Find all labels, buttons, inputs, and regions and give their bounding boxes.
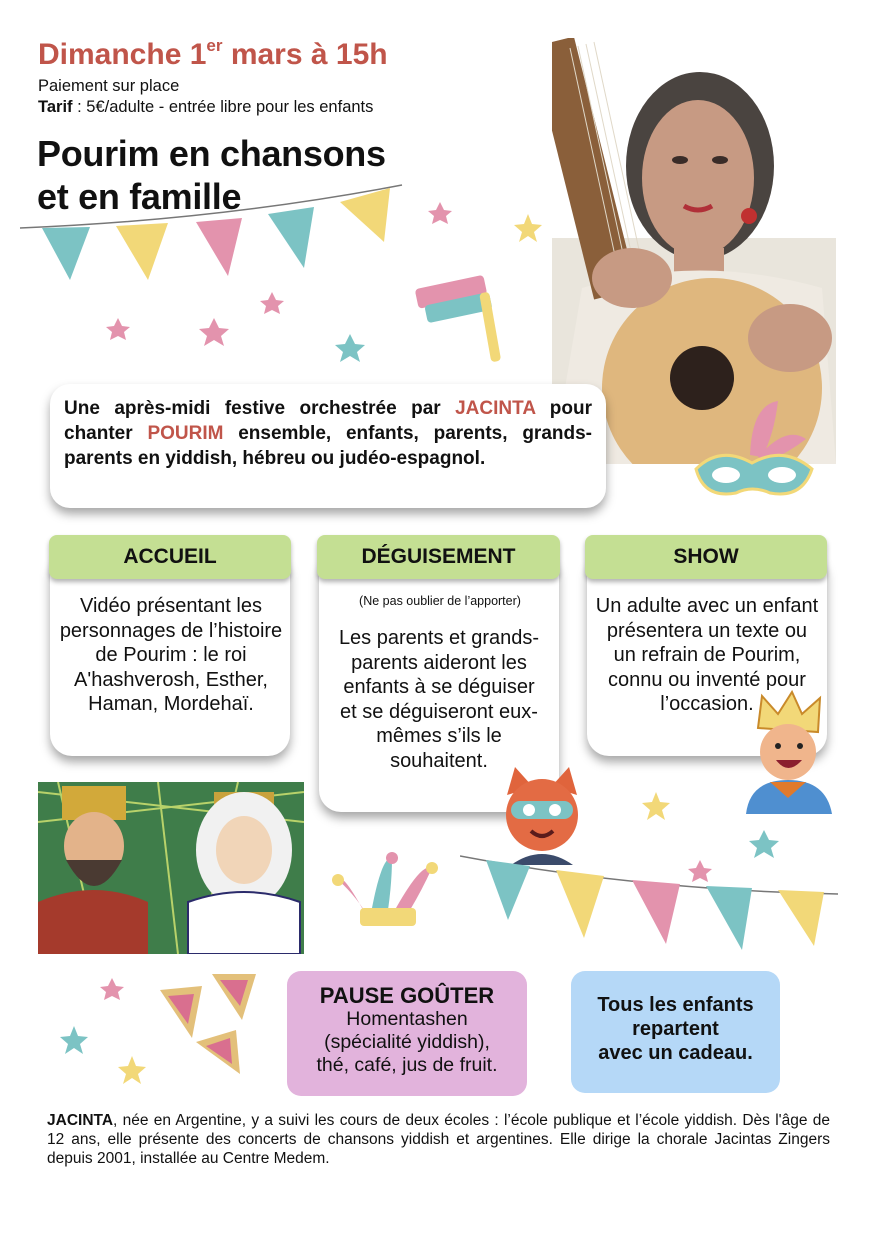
star-icon — [514, 214, 542, 242]
date-sup: er — [206, 36, 223, 55]
gift-line-2: repartent — [632, 1018, 719, 1040]
deguisement-note: (Ne pas oublier de l’apporter) — [359, 594, 521, 608]
intro-text-3: ensemble, enfants, parents, grands-parents en yiddish, hébreu ou judéo-espagnol. — [64, 423, 592, 469]
intro-text-2: pour chanter — [64, 398, 592, 444]
accueil-text: Vidéo présentant les personnages de l’histoire de Pourim : le roi A'hashverosh, Esther, Haman, Mordehaï. — [59, 595, 283, 715]
star-icon — [749, 830, 779, 858]
pause-line-2: (spécialité yiddish), — [324, 1031, 490, 1053]
pause-line-3: thé, café, jus de fruit. — [316, 1054, 498, 1076]
star-icon — [642, 792, 670, 820]
gift-line-1: Tous les enfants — [597, 994, 754, 1016]
gift-line-3: avec un cadeau. — [598, 1042, 753, 1064]
star-icon — [428, 202, 452, 224]
flag-teal — [42, 227, 90, 280]
tarif-label: Tarif — [38, 98, 73, 116]
hamantasch-icon — [160, 986, 202, 1038]
payment-info: Paiement sur place — [38, 77, 180, 95]
painting-esther-king — [38, 782, 304, 954]
gift-box — [571, 971, 780, 1093]
intro-artist-name: JACINTA — [455, 398, 536, 419]
deguisement-text: Les parents et grands-parents aideront les enfants à se déguiser et se déguiseront eux-mêmes s’ils le souhaitent. — [338, 627, 540, 772]
intro-box — [50, 384, 606, 508]
star-icon — [118, 1056, 146, 1084]
deguisement-header: DÉGUISEMENT — [317, 535, 560, 579]
pause-line-1: Homentashen — [346, 1008, 468, 1030]
show-text: Un adulte avec un enfant présentera un texte ou un refrain de Pourim, connu ou inventé pour l’occasion. — [595, 595, 819, 715]
bio-name: JACINTA — [47, 1112, 114, 1129]
grogger-icon — [415, 275, 502, 363]
star-icon — [688, 860, 712, 882]
jester-hat-icon — [332, 852, 452, 930]
star-icon — [106, 318, 130, 340]
star-icon — [335, 334, 365, 362]
intro-event-name: POURIM — [147, 423, 224, 444]
event-date — [38, 38, 388, 72]
hamantasch-icon — [196, 1030, 240, 1074]
carnival-mask-icon — [690, 395, 820, 510]
title-line-1: Pourim en chansons — [37, 133, 386, 174]
show-header: SHOW — [585, 535, 827, 579]
star-icon — [100, 978, 124, 1000]
star-icon — [60, 1026, 88, 1054]
title-line-2: et en famille — [37, 176, 242, 217]
pause-title: PAUSE GOÛTER — [319, 983, 495, 1008]
pause-gouter-box — [287, 971, 527, 1096]
hamantaschen-decor — [56, 962, 266, 1092]
tarif-info — [38, 98, 373, 117]
star-icon — [199, 318, 229, 346]
star-icon — [260, 292, 284, 314]
artist-bio — [47, 1111, 830, 1168]
bio-text: , née en Argentine, y a suivi les cours de deux écoles : l’école publique et l’école yiddish. Dès l'âge de 12 ans, elle présente des concerts de chansons yiddish et argentines. Elle dirige la chorale Jacintas Zingers depuis 2001, installée au Centre Medem. — [47, 1112, 830, 1167]
date-rest: mars à 15h — [222, 38, 388, 71]
accueil-header: ACCUEIL — [49, 535, 291, 579]
tarif-text: : 5€/adulte - entrée libre pour les enfants — [72, 98, 374, 116]
bunting-bottom-right — [460, 790, 840, 960]
hamantasch-icon — [212, 974, 256, 1020]
intro-text-1: Une après-midi festive orchestrée par — [64, 398, 456, 419]
date-day: Dimanche 1 — [38, 38, 207, 71]
decor-stars-top — [100, 196, 550, 366]
